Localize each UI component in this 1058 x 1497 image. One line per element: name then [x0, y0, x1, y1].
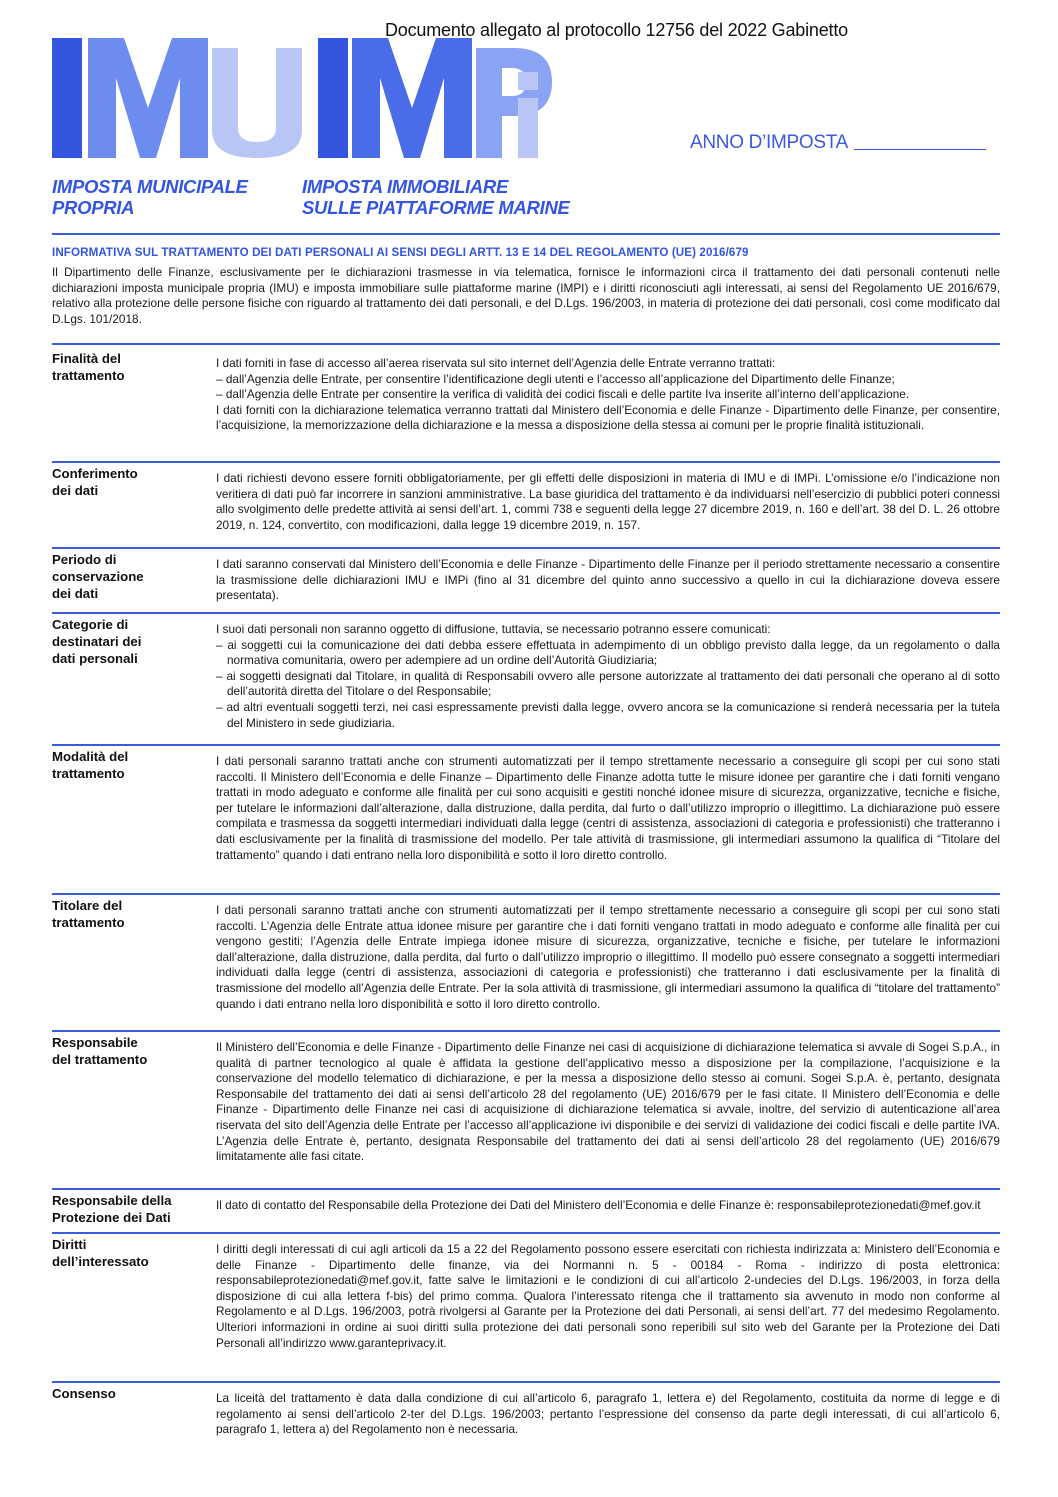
subtitle-impi-line2: SULLE PIATTAFORME MARINE	[302, 197, 570, 218]
impi-logo-letters	[318, 38, 552, 158]
section-heading	[52, 465, 202, 499]
heading-line: Responsabile della	[52, 1193, 172, 1208]
anno-imposta-label: ANNO D’IMPOSTA	[690, 132, 849, 153]
section-divider	[52, 1188, 1000, 1190]
subtitle-imu-line2: PROPRIA	[52, 197, 135, 218]
section-body	[216, 557, 1000, 604]
paragraph: I dati richiesti devono essere forniti obbligatoriamente, per gli effetti delle disposizioni in materia di IMU e di IMPi. L’omissione e/o l’indicazione non veritiera di dati può far incorrere in sanzioni amministrative. La base giuridica del trattamento è da individuarsi nell’esercizio di pubblici poteri connessi allo svolgimento delle predette attività ai sensi dell’art. 1, commi 738 e seguenti della legge 27 dicembre 2019, n. 160 e dell’art. 38 del D. L. 26 ottobre 2019, n. 124, convertito, con modificazioni, dalla legge 19 dicembre 2019, n. 157.	[216, 471, 1000, 532]
heading-line: trattamento	[52, 915, 125, 930]
section-heading	[52, 1034, 202, 1068]
paragraph: La liceità del trattamento è data dalla condizione di cui all’articolo 6, paragrafo 1, lettera e) del Regolamento, costituita da norme di legge e di regolamento ai sensi dell’articolo 2-ter del D.Lgs. 196/2003; pertanto l’espressione del consenso da parte degli interessati, di cui all’articolo 6, paragrafo 1, lettera a) del Regolamento non è necessaria.	[216, 1391, 1000, 1437]
heading-line: destinatari dei	[52, 634, 142, 649]
section-body	[216, 1040, 1000, 1165]
section-body	[216, 1391, 1000, 1438]
section-body	[216, 356, 1000, 434]
section-body	[216, 754, 1000, 863]
section-divider	[52, 744, 1000, 746]
protocol-note: Documento allegato al protocollo 12756 del 2022 Gabinetto	[385, 20, 848, 40]
paragraph: Il Ministero dell’Economia e delle Finanze - Dipartimento delle Finanze nei casi di acquisizione di dichiarazione telematica si avvale di Sogei S.p.A., in qualità di partner tecnologico al quale è affidata la gestione dell’applicativo messo a disposizione per la compilazione, l’acquisizione e la conservazione del modello telematico di dichiarazione, e per la messa a disposizione dello stesso ai comuni. Sogei S.p.A. è, pertanto, designata Responsabile del trattamento dei dati ai sensi dell’articolo 28 del regolamento (UE) 2016/679 per le fasi citate. Il Ministero dell’Economia e delle Finanze - Dipartimento delle Finanze nei casi di acquisizione di dichiarazione telematica si avvale, inoltre, del servizio di autenticazione all’area riservata del sito dell’Agenzia delle Entrate per l’accesso all’applicazione ivi disponibile e dei servizi di validazione dei codici fiscali e delle partite IVA. L’Agenzia delle Entrate è, pertanto, designata Responsabile del trattamento dei dati ai sensi dell’articolo 28 del regolamento (UE) 2016/679 limitatamente alle fasi citate.	[216, 1040, 1000, 1164]
section-modalita	[52, 744, 1000, 899]
list-item: – dall’Agenzia delle Entrate per consentire la verifica di validità dei codici fiscali e delle partite Iva inserite all’interno dell’applicazione.	[216, 387, 910, 402]
heading-line: dei dati	[52, 586, 99, 601]
section-conferimento	[52, 461, 1000, 546]
informativa-intro: Il Dipartimento delle Finanze, esclusivamente per le dichiarazioni trasmesse in via telematica, fornisce le informazioni circa il trattamento dei dati personali contenuti nelle dichiarazioni imposta municipale propria (IMU) e imposta immobiliare sulle piattaforme marine (IMPI) e i diritti riconosciuti agli interessati, ai sensi del Regolamento UE 2016/679, relativo alla protezione delle persone fisiche con riguardo al trattamento dei dati personali, e del D.Lgs. 196/2003, in materia di protezione dei dati personali, così come modificato dal D.Lgs. 101/2018.	[52, 265, 1000, 326]
heading-line: Periodo di	[52, 552, 117, 567]
paragraph: Il dato di contatto del Responsabile della Protezione dei Dati del Ministero dell’Economia e delle Finanze è: responsabileprotezionedati@mef.gov.it	[216, 1198, 981, 1212]
section-divider	[52, 461, 1000, 463]
heading-line: trattamento	[52, 368, 125, 383]
paragraph: I dati personali saranno trattati anche con strumenti automatizzati per il tempo strettamente necessario a conseguire gli scopi per cui sono stati raccolti. L’Agenzia delle Entrate attua idonee misure per garantire che i dati forniti vengano trattati in modo adeguato e conforme alle finalità per cui vengono gestiti; l’Agenzia delle Entrate impiega idonee misure di sicurezza, organizzative, tecniche e fisiche, per tutelare le informazioni dall’alterazione, dalla distruzione, dalla perdita, dal furto o dall’utilizzo improprio o illegittimo. Il modello può essere consegnato a soggetti intermediari individuati dalla legge (centri di assistenza, associazioni di categoria e professionisti) che tratteranno i dati esclusivamente per la finalità di trasmissione del modello all’Agenzia delle Entrate. Per la sola attività di trasmissione, gli intermediari assumono la qualifica di “titolare del trattamento” quando i dati entrano nella loro disponibilità e sotto il loro diretto controllo.	[216, 903, 1000, 1011]
anno-imposta-field[interactable]	[854, 149, 986, 150]
section-rpd	[52, 1188, 1000, 1234]
list-item: – ad altri eventuali soggetti terzi, nei casi espressamente previsti dalla legge, ovvero ancora se la comunicazione si renderà necessaria per la tutela del Ministero in sede giudiziaria.	[216, 699, 1000, 730]
section-heading	[52, 1192, 202, 1226]
heading-line: Responsabile	[52, 1035, 138, 1050]
heading-line: trattamento	[52, 766, 125, 781]
heading-line: del trattamento	[52, 1052, 148, 1067]
section-divider	[52, 1030, 1000, 1032]
list-item: – ai soggetti cui la comunicazione dei dati debba essere effettuata in adempimento di un obbligo previsto dalla legge, da un regolamento o dalla normativa comunitaria, owero per adempiere ad un ordine dell’Autorità Giudiziaria;	[216, 637, 1000, 668]
section-divider	[52, 893, 1000, 895]
section-body	[216, 1198, 1000, 1214]
heading-line: Categorie di	[52, 617, 129, 632]
heading-line: Titolare del	[52, 898, 123, 913]
subtitle-imu-line1: IMPOSTA MUNICIPALE	[52, 176, 248, 197]
paragraph: I dati personali saranno trattati anche con strumenti automatizzati per il tempo strettamente necessario a conseguire gli scopi per cui sono stati raccolti. Il Ministero dell’Economia e delle Finanze – Dipartimento delle Finanze adotta tutte le misure idonee per garantire che i dati forniti vengano trattati in modo adeguato e conforme alle finalità per cui sono acquisiti e gestiti nonché idonee misure di sicurezza, organizzative, tecniche e fisiche, per tutelare le informazioni dall’alterazione, dalla distruzione, dalla perdita, dal furto o dall’utilizzo improprio o illegittimo. La dichiarazione può essere compilata e trasmessa da soggetti intermediari individuati dalla legge (centri di assistenza, associazioni di categoria e professionisti) che tratteranno i dati esclusivamente per la finalità di trasmissione del modello. Per tale attività di trasmissione, gli intermediari assumono la qualifica di “Titolare del trattamento” quando i dati entrano nella loro disponibilità e sotto il loro diretto controllo.	[216, 754, 1000, 862]
paragraph: I dati saranno conservati dal Ministero dell’Economia e delle Finanze - Dipartimento delle Finanze per il periodo strettamente necessario a consentire la trasmissione delle dichiarazioni IMU e IMPi (fino al 31 dicembre del quinto anno successivo a quello in cui la dichiarazione doveva essere presentata).	[216, 557, 1000, 603]
section-categorie	[52, 612, 1000, 744]
heading-line: dei dati	[52, 483, 99, 498]
list-item: – ai soggetti designati dal Titolare, in qualità di Responsabili ovvero alle persone autorizzate al trattamento dei dati personali che operano al di sotto dell’autorità diretta del Titolare o del Responsabile;	[216, 668, 1000, 699]
section-heading	[52, 748, 202, 782]
paragraph: I diritti degli interessati di cui agli articoli da 15 a 22 del Regolamento possono essere esercitati con richiesta indirizzata a: Ministero dell’Economia e delle Finanze - Dipartimento delle finanze, via dei Normanni n. 5 - 00184 - Roma - indirizzo di posta elettronica: responsabileprotezionedati@mef.gov.it, fatte salve le limitazioni e le condizioni di cui all’articolo 2-undecies del D.Lgs. 196/2003, in forza della disposizione di cui alla lettera f-bis) del primo comma. Qualora l’interessato ritenga che il trattamento sia avvenuto in modo non conforme al Regolamento e al D.Lgs. 196/2003, potrà rivolgersi al Garante per la Protezione dei dati Personali, ai sensi dell’art. 77 del medesimo Regolamento. Ulteriori informazioni in ordine ai suoi diritti sulla protezione dei dati personali sono reperibili sul sito web del Garante per la Protezione dei Dati Personali all’indirizzo www.garanteprivacy.it.	[216, 1242, 1000, 1350]
section-periodo	[52, 547, 1000, 614]
heading-line: Modalità del	[52, 749, 129, 764]
section-heading	[52, 616, 202, 667]
heading-line: Finalità del	[52, 351, 121, 366]
section-responsabile	[52, 1030, 1000, 1190]
list-item: – dall’Agenzia delle Entrate, per consentire l’identificazione degli utenti e l’accesso all’applicazione del Dipartimento delle Finanze;	[216, 371, 895, 386]
heading-line: Conferimento	[52, 466, 138, 481]
subtitle-impi	[302, 176, 632, 218]
imu-logo-letters	[52, 38, 302, 158]
section-heading	[52, 1236, 202, 1270]
section-divider	[52, 1232, 1000, 1234]
section-heading	[52, 350, 202, 384]
section-divider	[52, 547, 1000, 549]
section-divider	[52, 1381, 1000, 1383]
heading-line: Consenso	[52, 1386, 116, 1401]
heading-line: Diritti	[52, 1237, 87, 1252]
paragraph: I dati forniti in fase di accesso all’aerea riservata sul sito internet dell’Agenzia delle Entrate verranno trattati:	[216, 356, 776, 370]
heading-line: conservazione	[52, 569, 144, 584]
section-consenso	[52, 1381, 1000, 1461]
section-body	[216, 1242, 1000, 1351]
section-body	[216, 622, 1000, 731]
imu-impi-logo	[52, 38, 572, 158]
heading-line: dell’interessato	[52, 1254, 149, 1269]
section-heading	[52, 551, 202, 602]
intro-divider	[52, 343, 1000, 345]
heading-line: dati personali	[52, 651, 138, 666]
anno-imposta	[690, 132, 986, 154]
paragraph: I dati forniti con la dichiarazione telematica verranno trattati dal Ministero dell’Economia e delle Finanze - Dipartimento delle Finanze, per consentire, l’acquisizione, la memorizzazione della dichiarazione e la messa a disposizione della stessa ai comuni per le proprie finalità istituzionali.	[216, 402, 1000, 433]
section-divider	[52, 612, 1000, 614]
section-finalita	[52, 346, 1000, 461]
section-body	[216, 903, 1000, 1012]
section-titolare	[52, 893, 1000, 1033]
subtitle-imu	[52, 176, 292, 218]
heading-line: Protezione dei Dati	[52, 1210, 171, 1225]
section-body	[216, 471, 1000, 533]
subtitle-impi-line1: IMPOSTA IMMOBILIARE	[302, 176, 509, 197]
paragraph: I suoi dati personali non saranno oggetto di diffusione, tuttavia, se necessario potranno essere comunicati:	[216, 622, 771, 636]
section-heading	[52, 897, 202, 931]
section-heading	[52, 1385, 202, 1402]
section-diritti	[52, 1232, 1000, 1380]
informativa-title: INFORMATIVA SUL TRATTAMENTO DEI DATI PERSONALI AI SENSI DEGLI ARTT. 13 E 14 DEL REGOLAMENTO (UE) 2016/679	[52, 246, 749, 259]
header-divider	[52, 233, 1000, 235]
